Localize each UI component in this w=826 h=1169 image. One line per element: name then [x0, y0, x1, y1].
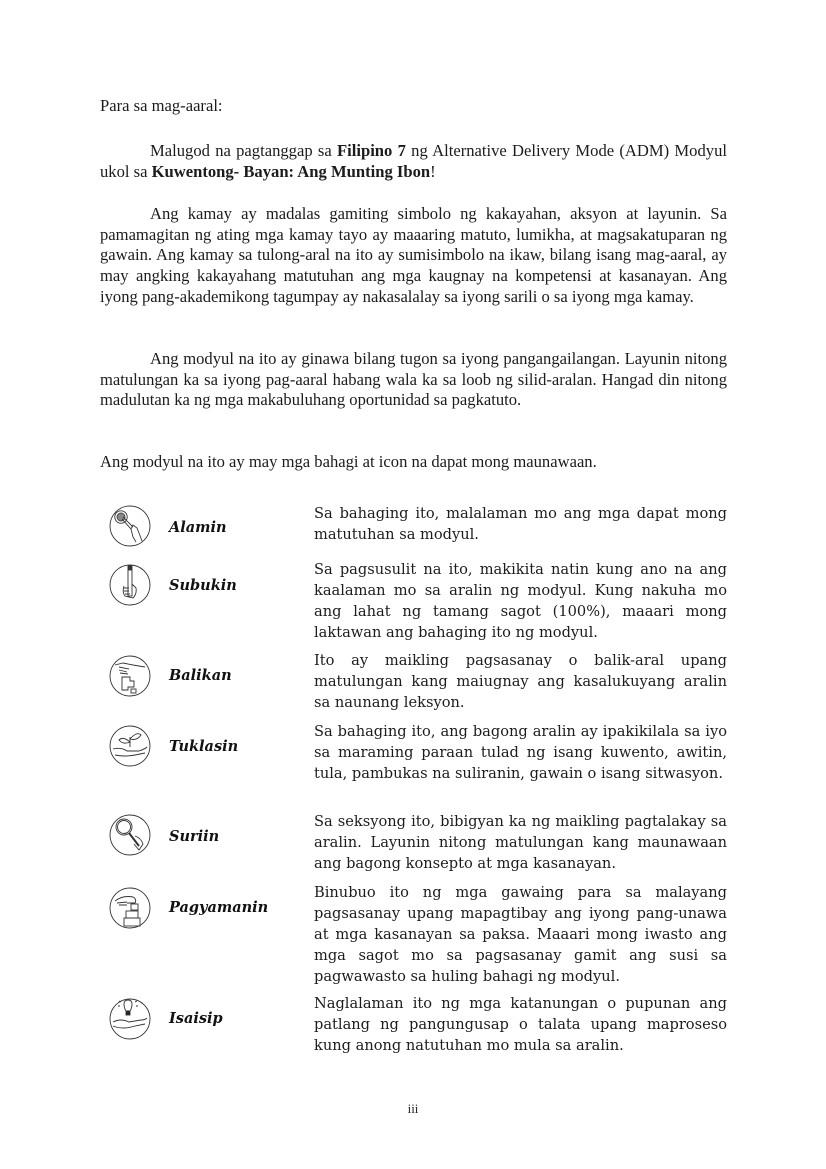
- section-description: Binubuo ito ng mga gawaing para sa malayang pagsasanay upang mapagtibay ang iyong pang-unawa at mga kasanayan sa paksa. Maaari mong iwasto ang mga sagot mo sa pagsasanay gamit ang susi sa pagwawasto sa huling bahagi ng modyul.: [314, 884, 727, 985]
- intro-text: Malugod na pagtanggap sa: [150, 141, 337, 160]
- parts-paragraph: Ang modyul na ito ay may mga bahagi at icon na dapat mong maunawaan.: [100, 452, 597, 471]
- section-label: Pagyamanin: [169, 899, 269, 916]
- page-number: iii: [407, 1101, 419, 1116]
- section-description: Sa pagsusulit na ito, makikita natin kung ano na ang kaalaman mo sa aralin ng modyul. Kung nakuha mo ang lahat ng tamang sagot (100%), maaari mong laktawan ang bahaging ito ng modyul.: [314, 561, 727, 641]
- hand-holding-pencil-icon: [109, 564, 151, 606]
- section-label: Suriin: [169, 828, 220, 845]
- section-label: Tuklasin: [169, 738, 239, 755]
- section-label: Balikan: [169, 667, 232, 684]
- section-label: Subukin: [169, 577, 237, 594]
- section-description: Ito ay maikling pagsasanay o balik-aral upang matulungan kang maiugnay ang kasalukuyang aralin sa naunang leksyon.: [314, 652, 727, 711]
- module-topic: Kuwentong- Bayan: Ang Munting Ibon: [151, 161, 431, 181]
- intro-text: ng Alternative Delivery Mode (ADM) Modyul ukol sa: [100, 141, 727, 181]
- hand-puzzle-icon: [109, 655, 151, 697]
- pointing-hand-icon: [109, 505, 151, 547]
- purpose-paragraph: Ang modyul na ito ay ginawa bilang tugon sa iyong pangangailangan. Layunin nitong matulungan ka sa iyong pag-aaral habang wala ka sa loob ng silid-aralan. Hangad din nitong madulutan ka ng mga makabuluhang oportunidad sa pagkatuto.: [100, 349, 727, 410]
- section-description: Sa bahaging ito, malalaman mo ang mga dapat mong matutuhan sa modyul.: [314, 505, 727, 543]
- section-label: Alamin: [169, 519, 227, 536]
- hand-stacking-blocks-icon: [109, 887, 151, 929]
- hand-seedling-icon: [109, 725, 151, 767]
- greeting: Para sa mag-aaral:: [100, 96, 223, 115]
- course-name: Filipino 7: [337, 141, 406, 160]
- section-description: Sa seksyong ito, bibigyan ka ng maikling pagtalakay sa aralin. Layunin nitong matulungan kang maunawaan ang bagong konsepto at mga kasanayan.: [314, 813, 727, 872]
- hand-lightbulb-icon: [109, 998, 151, 1040]
- intro-paragraph: [100, 141, 727, 182]
- hands-paragraph: Ang kamay ay madalas gamiting simbolo ng kakayahan, aksyon at layunin. Sa pamamagitan ng ating mga kamay tayo ay maaaring matuto, lumikha, at magsakatuparan ng gawain. Ang kamay sa tulong-aral na ito ay sumisimbolo na ikaw, bilang isang mag-aaral, ay may angking kakayahang matutuhan ang mga kaugnay na kompetensi at kasanayan. Ang iyong pang-akademikong tagumpay ay nakasalalay sa iyong sarili o sa iyong mga kamay.: [100, 204, 727, 306]
- intro-text: !: [430, 161, 436, 181]
- section-label: Isaisip: [169, 1010, 223, 1027]
- section-description: Naglalaman ito ng mga katanungan o pupunan ang patlang ng pangungusap o talata upang maproseso kung anong natutuhan mo mula sa aralin.: [314, 995, 727, 1054]
- section-description: Sa bahaging ito, ang bagong aralin ay ipakikilala sa iyo sa maraming paraan tulad ng isang kuwento, awitin, tula, pambukas na suliranin, gawain o isang sitwasyon.: [314, 723, 727, 782]
- magnifying-glass-hand-icon: [109, 814, 151, 856]
